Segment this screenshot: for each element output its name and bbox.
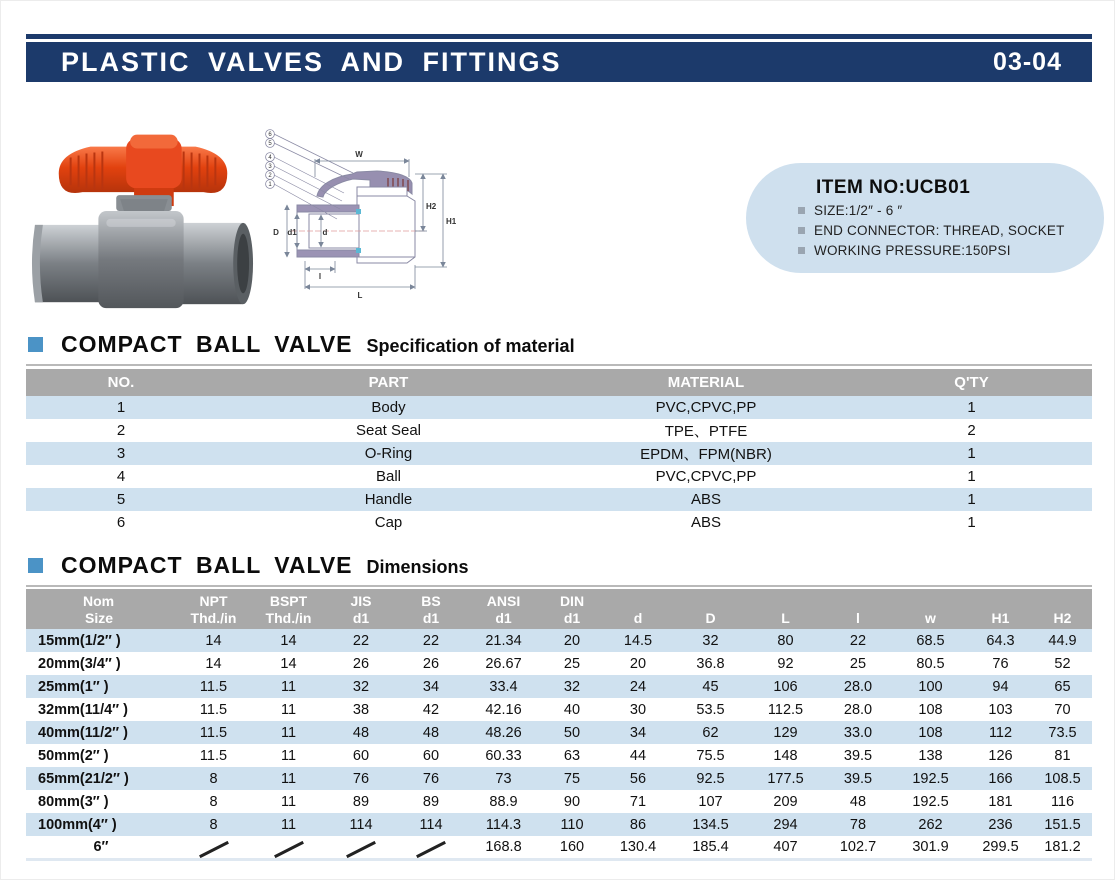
table-row: [26, 511, 1092, 534]
item-info-box: [746, 163, 1104, 273]
table-cell: 20mm(3/4″ ): [26, 652, 176, 675]
table-cell: 100: [893, 675, 968, 698]
dim-col-header: [893, 589, 968, 629]
table-cell: 68.5: [893, 629, 968, 652]
table-cell: 53.5: [673, 698, 748, 721]
table-cell: 4: [26, 465, 216, 488]
table-cell: Body: [216, 396, 561, 419]
dim-section-title: [26, 550, 1092, 587]
table-row: [26, 419, 1092, 442]
table-cell: 56: [603, 767, 673, 790]
svg-text:H1: H1: [446, 217, 457, 226]
table-cell: 34: [603, 721, 673, 744]
spec-col-no: NO.: [26, 369, 216, 396]
table-cell: 407: [748, 836, 823, 859]
table-cell: 192.5: [893, 790, 968, 813]
dim-section-subheading: Dimensions: [366, 557, 469, 577]
item-size-line: [798, 203, 1084, 218]
table-cell: 129: [748, 721, 823, 744]
table-row: [26, 396, 1092, 419]
table-cell: 30: [603, 698, 673, 721]
dim-col-header-top: JIS: [350, 593, 372, 609]
table-cell: 33.0: [823, 721, 893, 744]
table-cell: 63: [541, 744, 603, 767]
svg-text:L: L: [357, 291, 363, 300]
table-cell: 78: [823, 813, 893, 836]
page-title: PLASTIC VALVES AND FITTINGS: [61, 46, 562, 77]
table-cell: 116: [1033, 790, 1092, 813]
table-cell: 94: [968, 675, 1033, 698]
table-cell: 168.8: [466, 836, 541, 859]
table-cell: 112: [968, 721, 1033, 744]
table-cell: 48: [326, 721, 396, 744]
svg-text:H2: H2: [426, 202, 437, 211]
table-cell: 90: [541, 790, 603, 813]
dim-col-header-top: BSPT: [269, 593, 308, 609]
table-cell: 100mm(4″ ): [26, 813, 176, 836]
table-cell: [326, 836, 396, 859]
table-cell: 114: [326, 813, 396, 836]
dim-col-header: [26, 589, 176, 629]
dim-col-header: [251, 589, 326, 629]
table-cell: 40: [541, 698, 603, 721]
svg-text:d: d: [322, 228, 328, 237]
table-cell: 11.5: [176, 721, 251, 744]
table-cell: 2: [26, 419, 216, 442]
spec-table: [26, 369, 1092, 534]
table-cell: 102.7: [823, 836, 893, 859]
table-row: [26, 465, 1092, 488]
table-cell: 26: [396, 652, 466, 675]
table-cell: 301.9: [893, 836, 968, 859]
table-cell: 92.5: [673, 767, 748, 790]
table-cell: 11: [251, 813, 326, 836]
table-cell: 262: [893, 813, 968, 836]
dim-col-header: [1033, 589, 1092, 629]
table-cell: [251, 836, 326, 859]
table-cell: 114.3: [466, 813, 541, 836]
table-cell: 192.5: [893, 767, 968, 790]
table-cell: 8: [176, 767, 251, 790]
dim-col-header: [396, 589, 466, 629]
dim-table-header-row: [26, 589, 1092, 629]
table-cell: 26.67: [466, 652, 541, 675]
table-cell: 75: [541, 767, 603, 790]
table-cell: 14.5: [603, 629, 673, 652]
table-cell: 65: [1033, 675, 1092, 698]
svg-text:4: 4: [268, 155, 272, 162]
table-cell: 11: [251, 675, 326, 698]
slash-mark: [416, 841, 446, 858]
dim-col-header-bottom: H1: [991, 610, 1010, 626]
spec-section-heading: COMPACT BALL VALVE: [61, 331, 353, 357]
table-cell: 48: [396, 721, 466, 744]
table-cell: 86: [603, 813, 673, 836]
table-row: [26, 721, 1092, 744]
table-cell: O-Ring: [216, 442, 561, 465]
table-cell: 11: [251, 721, 326, 744]
table-cell: 89: [396, 790, 466, 813]
table-cell: 60: [326, 744, 396, 767]
table-cell: 1: [851, 465, 1092, 488]
table-cell: 22: [823, 629, 893, 652]
table-cell: Seat Seal: [216, 419, 561, 442]
table-cell: 20: [603, 652, 673, 675]
square-bullet-icon: [798, 227, 805, 234]
table-cell: 108.5: [1033, 767, 1092, 790]
slash-mark: [199, 841, 229, 858]
dim-col-header-top: Nom: [83, 593, 115, 609]
slash-mark: [346, 841, 376, 858]
svg-text:5: 5: [268, 141, 272, 148]
table-cell: 22: [396, 629, 466, 652]
table-cell: PVC,CPVC,PP: [561, 396, 851, 419]
table-cell: 15mm(1/2″ ): [26, 629, 176, 652]
table-row: [26, 790, 1092, 813]
square-bullet-icon: [798, 207, 805, 214]
table-cell: 11.5: [176, 675, 251, 698]
table-row: [26, 629, 1092, 652]
table-cell: 1: [851, 442, 1092, 465]
dim-col-header-bottom: D: [705, 610, 716, 626]
table-cell: 92: [748, 652, 823, 675]
table-cell: 48: [823, 790, 893, 813]
table-cell: 32: [541, 675, 603, 698]
table-cell: 24: [603, 675, 673, 698]
table-cell: 76: [968, 652, 1033, 675]
dim-col-header-bottom: L: [781, 610, 790, 626]
table-cell: 108: [893, 698, 968, 721]
table-cell: 11: [251, 698, 326, 721]
table-cell: 42: [396, 698, 466, 721]
dim-col-header-bottom: d1: [495, 610, 512, 626]
table-cell: 6″: [26, 836, 176, 859]
dim-col-header-bottom: d1: [352, 610, 370, 626]
table-cell: 5: [26, 488, 216, 511]
table-cell: 80mm(3″ ): [26, 790, 176, 813]
table-cell: ABS: [561, 511, 851, 534]
table-cell: 22: [326, 629, 396, 652]
table-cell: 11: [251, 767, 326, 790]
table-cell: 11: [251, 744, 326, 767]
technical-drawing: [257, 117, 467, 312]
table-cell: 299.5: [968, 836, 1033, 859]
table-cell: 25: [823, 652, 893, 675]
table-cell: 89: [326, 790, 396, 813]
dim-col-header-top: NPT: [199, 593, 228, 609]
table-cell: 76: [396, 767, 466, 790]
item-size-text: SIZE:1/2″ - 6 ″: [814, 203, 903, 218]
table-cell: 130.4: [603, 836, 673, 859]
item-number: ITEM NO:UCB01: [816, 177, 971, 198]
dim-col-header: [823, 589, 893, 629]
dim-col-header-bottom: Size: [84, 610, 113, 626]
table-cell: 11: [251, 790, 326, 813]
table-cell: 65mm(21/2″ ): [26, 767, 176, 790]
table-cell: 45: [673, 675, 748, 698]
table-cell: 126: [968, 744, 1033, 767]
header-banner: [26, 34, 1092, 82]
table-cell: 42.16: [466, 698, 541, 721]
table-cell: 44: [603, 744, 673, 767]
table-cell: 40mm(11/2″ ): [26, 721, 176, 744]
svg-text:l: l: [318, 272, 322, 281]
table-cell: 36.8: [673, 652, 748, 675]
dimensions-table: [26, 589, 1092, 861]
table-cell: 1: [851, 488, 1092, 511]
table-cell: [176, 836, 251, 859]
page-number: 03-04: [993, 47, 1062, 76]
table-row: [26, 442, 1092, 465]
dim-col-header-bottom: H2: [1053, 610, 1072, 626]
table-cell: 181: [968, 790, 1033, 813]
table-cell: 39.5: [823, 744, 893, 767]
table-cell: 107: [673, 790, 748, 813]
section-bullet-icon: [28, 337, 43, 352]
dim-col-header: [176, 589, 251, 629]
banner-row: [26, 42, 1092, 82]
table-cell: 160: [541, 836, 603, 859]
spec-col-qty: Q'TY: [851, 369, 1092, 396]
table-cell: 185.4: [673, 836, 748, 859]
table-cell: 1: [851, 396, 1092, 419]
table-cell: 108: [893, 721, 968, 744]
table-cell: PVC,CPVC,PP: [561, 465, 851, 488]
table-cell: 50: [541, 721, 603, 744]
dim-col-header-top: BS: [421, 593, 441, 609]
table-cell: 25mm(1″ ): [26, 675, 176, 698]
table-row: [26, 488, 1092, 511]
spec-section-subheading: Specification of material: [366, 336, 575, 356]
callout-numbers: [266, 130, 275, 189]
table-cell: 209: [748, 790, 823, 813]
table-cell: 166: [968, 767, 1033, 790]
table-cell: 110: [541, 813, 603, 836]
table-cell: Handle: [216, 488, 561, 511]
svg-text:D: D: [273, 228, 279, 237]
table-cell: [396, 836, 466, 859]
slash-mark: [274, 841, 304, 858]
dim-col-header: [603, 589, 673, 629]
dim-col-header-bottom: d: [633, 610, 643, 626]
table-cell: 148: [748, 744, 823, 767]
svg-text:2: 2: [268, 173, 272, 180]
dim-col-header: [748, 589, 823, 629]
item-pressure-text: WORKING PRESSURE:150PSI: [814, 243, 1011, 258]
table-cell: 80: [748, 629, 823, 652]
table-cell: 48.26: [466, 721, 541, 744]
table-cell: 28.0: [823, 675, 893, 698]
item-connector-text: END CONNECTOR: THREAD, SOCKET: [814, 223, 1065, 238]
table-cell: 75.5: [673, 744, 748, 767]
table-cell: 14: [176, 629, 251, 652]
svg-text:6: 6: [268, 132, 272, 139]
table-cell: 32: [326, 675, 396, 698]
table-cell: 8: [176, 790, 251, 813]
table-cell: 181.2: [1033, 836, 1092, 859]
product-photo: [29, 111, 257, 311]
dim-col-header-bottom: l: [856, 610, 860, 626]
svg-text:1: 1: [268, 182, 272, 189]
table-row: [26, 652, 1092, 675]
table-cell: 3: [26, 442, 216, 465]
dim-col-header: [326, 589, 396, 629]
item-connector-line: [798, 223, 1084, 238]
table-cell: ABS: [561, 488, 851, 511]
table-cell: 294: [748, 813, 823, 836]
table-cell: 11.5: [176, 744, 251, 767]
table-cell: 34: [396, 675, 466, 698]
table-cell: 76: [326, 767, 396, 790]
table-cell: 26: [326, 652, 396, 675]
dim-col-header-bottom: w: [925, 610, 936, 626]
table-row: [26, 675, 1092, 698]
table-cell: 14: [251, 629, 326, 652]
spec-table-header-row: [26, 369, 1092, 396]
table-cell: 1: [26, 396, 216, 419]
table-cell: 52: [1033, 652, 1092, 675]
table-cell: 25: [541, 652, 603, 675]
table-cell: 106: [748, 675, 823, 698]
table-cell: 14: [251, 652, 326, 675]
table-cell: 1: [851, 511, 1092, 534]
table-cell: 236: [968, 813, 1033, 836]
table-cell: 138: [893, 744, 968, 767]
table-cell: 80.5: [893, 652, 968, 675]
table-row: [26, 836, 1092, 859]
table-cell: EPDM、FPM(NBR): [561, 442, 851, 465]
table-cell: 73.5: [1033, 721, 1092, 744]
table-cell: 73: [466, 767, 541, 790]
table-cell: Cap: [216, 511, 561, 534]
table-row: [26, 698, 1092, 721]
table-cell: 6: [26, 511, 216, 534]
table-cell: 11.5: [176, 698, 251, 721]
item-pressure-line: [798, 243, 1084, 258]
table-cell: 103: [968, 698, 1033, 721]
table-cell: 60.33: [466, 744, 541, 767]
table-cell: 2: [851, 419, 1092, 442]
table-cell: 71: [603, 790, 673, 813]
table-cell: 64.3: [968, 629, 1033, 652]
svg-text:3: 3: [268, 164, 272, 171]
table-cell: 81: [1033, 744, 1092, 767]
table-cell: 38: [326, 698, 396, 721]
table-cell: 28.0: [823, 698, 893, 721]
svg-text:W: W: [355, 150, 363, 159]
dim-col-header: [541, 589, 603, 629]
table-cell: 70: [1033, 698, 1092, 721]
dim-col-header: [673, 589, 748, 629]
table-cell: Ball: [216, 465, 561, 488]
dim-col-header-top: ANSI: [486, 593, 521, 609]
table-cell: 44.9: [1033, 629, 1092, 652]
table-cell: 32: [673, 629, 748, 652]
table-cell: 20: [541, 629, 603, 652]
dim-col-header-top: DIN: [559, 593, 585, 609]
svg-text:d1: d1: [287, 228, 297, 237]
table-row: [26, 767, 1092, 790]
table-cell: 21.34: [466, 629, 541, 652]
table-row: [26, 813, 1092, 836]
table-cell: 62: [673, 721, 748, 744]
table-cell: 39.5: [823, 767, 893, 790]
table-cell: 134.5: [673, 813, 748, 836]
section-bullet-icon: [28, 558, 43, 573]
dim-col-header: [968, 589, 1033, 629]
valve-body: [32, 195, 253, 308]
dim-col-header-bottom: d1: [422, 610, 440, 626]
table-cell: 60: [396, 744, 466, 767]
spec-section-title: [26, 329, 1092, 366]
table-cell: 114: [396, 813, 466, 836]
dim-col-header-bottom: Thd./in: [190, 610, 237, 626]
dim-col-header-bottom: d1: [563, 610, 581, 626]
square-bullet-icon: [798, 247, 805, 254]
dim-col-header-bottom: Thd./in: [265, 610, 312, 626]
table-row: [26, 744, 1092, 767]
table-cell: 32mm(11/4″ ): [26, 698, 176, 721]
table-cell: 14: [176, 652, 251, 675]
table-cell: 8: [176, 813, 251, 836]
table-cell: 33.4: [466, 675, 541, 698]
spec-col-part: PART: [216, 369, 561, 396]
dim-col-header: [466, 589, 541, 629]
table-cell: TPE、PTFE: [561, 419, 851, 442]
table-cell: 50mm(2″ ): [26, 744, 176, 767]
table-cell: 151.5: [1033, 813, 1092, 836]
table-cell: 177.5: [748, 767, 823, 790]
dim-section-heading: COMPACT BALL VALVE: [61, 552, 353, 578]
table-cell: 88.9: [466, 790, 541, 813]
table-cell: 112.5: [748, 698, 823, 721]
spec-col-material: MATERIAL: [561, 369, 851, 396]
